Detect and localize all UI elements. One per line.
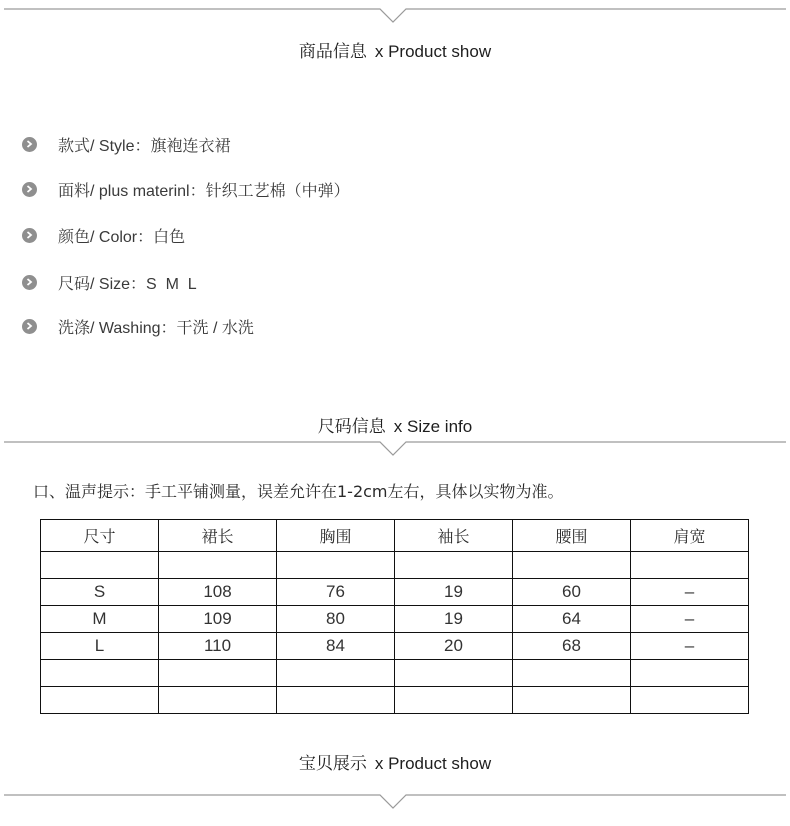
section-title-product-show — [0, 749, 790, 774]
spec-item-size — [22, 270, 197, 294]
size-table — [40, 519, 749, 714]
section-title-cn: 宝贝展示 — [298, 754, 367, 773]
spec-item-washing — [22, 314, 254, 338]
table-cell — [41, 552, 159, 579]
table-cell: 84 — [277, 633, 395, 660]
table-cell: 20 — [395, 633, 513, 660]
table-cell — [159, 687, 277, 714]
table-cell: – — [631, 633, 749, 660]
section-title-en: x Size info — [393, 417, 473, 436]
table-header-cell: 胸围 — [277, 520, 395, 552]
table-cell: 80 — [277, 606, 395, 633]
section-title-en: x Product show — [374, 42, 492, 61]
chevron-right-circle-icon — [22, 319, 37, 334]
table-cell: L — [41, 633, 159, 660]
section-title-cn: 尺码信息 — [317, 417, 386, 436]
table-header-cell: 腰围 — [513, 520, 631, 552]
table-cell: 68 — [513, 633, 631, 660]
table-cell — [41, 660, 159, 687]
table-cell — [631, 552, 749, 579]
table-row — [41, 606, 749, 633]
table-cell — [395, 660, 513, 687]
divider-size-info — [4, 435, 786, 451]
table-cell: S — [41, 579, 159, 606]
table-row — [41, 579, 749, 606]
section-title-size-info — [0, 412, 790, 437]
spec-label: 尺码/ Size：S M L — [58, 275, 197, 293]
section-title-product-info — [0, 37, 790, 62]
table-header-cell: 尺寸 — [41, 520, 159, 552]
table-cell: 19 — [395, 606, 513, 633]
table-cell — [159, 660, 277, 687]
table-cell: – — [631, 606, 749, 633]
table-header-cell: 裙长 — [159, 520, 277, 552]
spec-label: 面料/ plus materinl：针织工艺棉（中弹） — [58, 182, 350, 200]
table-header-cell: 肩宽 — [631, 520, 749, 552]
table-row — [41, 687, 749, 714]
spec-label: 洗涤/ Washing：干洗 / 水洗 — [58, 319, 254, 337]
table-cell — [277, 660, 395, 687]
table-cell: 64 — [513, 606, 631, 633]
table-cell — [513, 687, 631, 714]
table-cell: 19 — [395, 579, 513, 606]
measurement-notice: 口、温声提示：手工平铺测量，误差允许在1-2cm左右，具体以实物为准。 — [33, 482, 564, 501]
table-cell: M — [41, 606, 159, 633]
table-cell — [631, 660, 749, 687]
table-header-row — [41, 520, 749, 552]
table-row — [41, 660, 749, 687]
section-title-en: x Product show — [374, 754, 492, 773]
table-cell — [277, 552, 395, 579]
table-cell: 76 — [277, 579, 395, 606]
chevron-right-circle-icon — [22, 182, 37, 197]
table-cell — [159, 552, 277, 579]
chevron-right-circle-icon — [22, 137, 37, 152]
spec-label: 款式/ Style：旗袍连衣裙 — [58, 137, 231, 155]
table-cell: 108 — [159, 579, 277, 606]
table-cell — [277, 687, 395, 714]
table-cell: 110 — [159, 633, 277, 660]
table-cell: 60 — [513, 579, 631, 606]
table-row — [41, 552, 749, 579]
chevron-right-circle-icon — [22, 228, 37, 243]
spec-item-color — [22, 223, 185, 247]
table-cell: 109 — [159, 606, 277, 633]
divider-top — [4, 2, 786, 18]
table-header-cell: 袖长 — [395, 520, 513, 552]
table-cell — [395, 552, 513, 579]
spec-label: 颜色/ Color：白色 — [58, 228, 186, 246]
table-cell: – — [631, 579, 749, 606]
table-row — [41, 633, 749, 660]
chevron-right-circle-icon — [22, 275, 37, 290]
table-cell — [395, 687, 513, 714]
table-cell — [631, 687, 749, 714]
table-cell — [513, 552, 631, 579]
divider-bottom — [4, 788, 786, 804]
section-title-cn: 商品信息 — [298, 42, 367, 61]
spec-item-style — [22, 132, 230, 156]
spec-item-material — [22, 177, 350, 201]
table-cell — [513, 660, 631, 687]
table-cell — [41, 687, 159, 714]
